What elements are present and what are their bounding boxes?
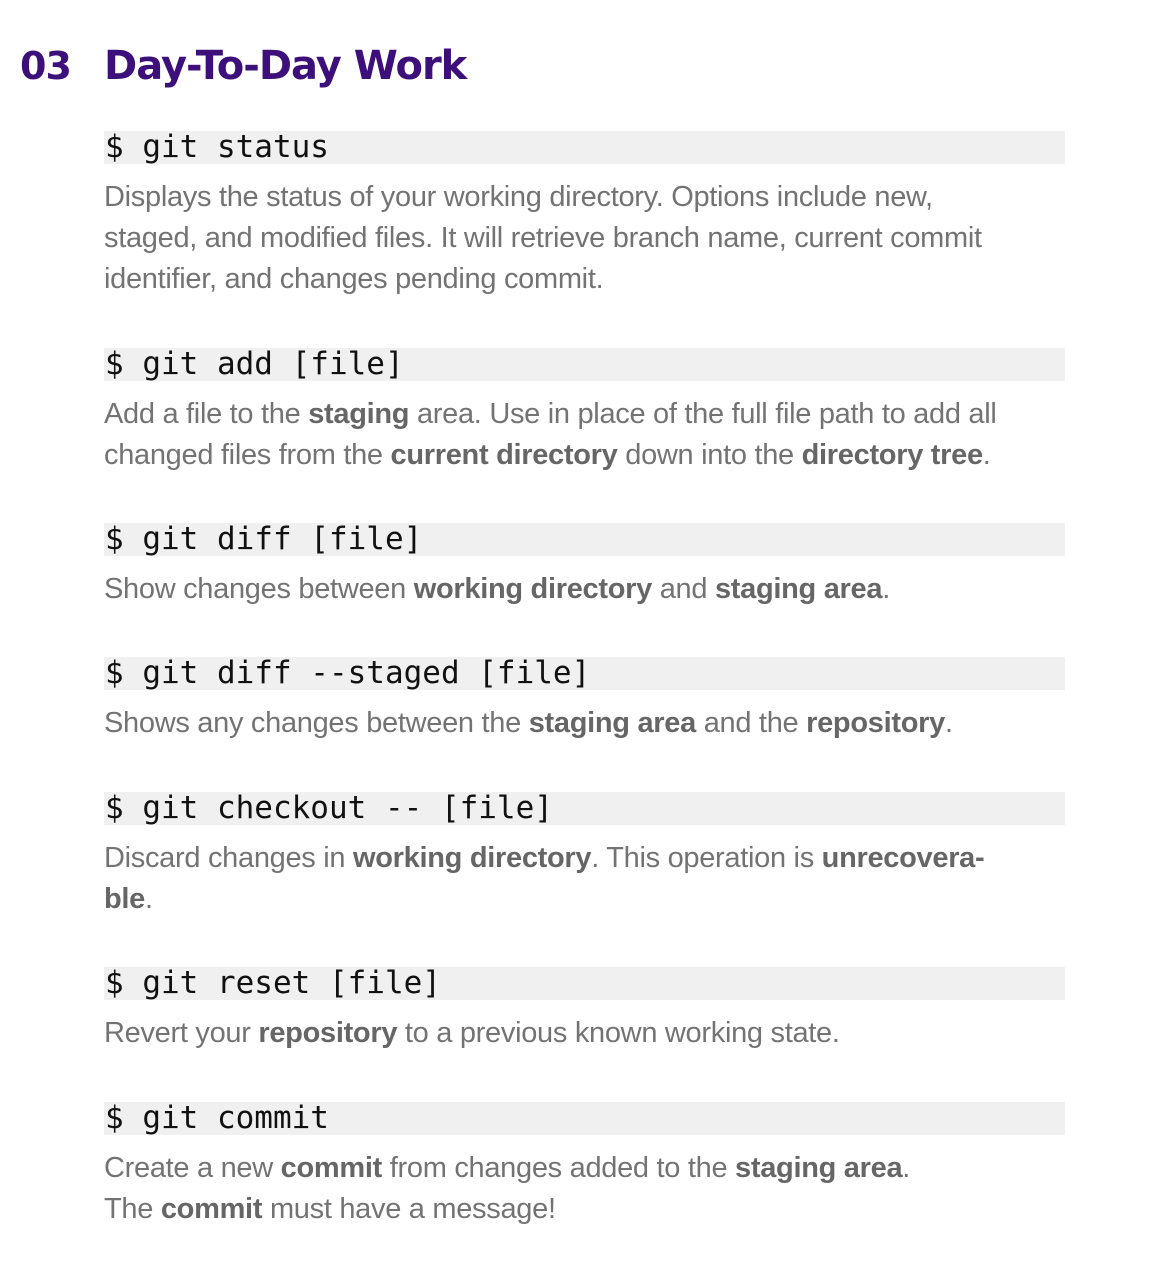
command-code-block (104, 348, 1065, 381)
bold-term: ble (104, 883, 145, 915)
command-description (104, 394, 1065, 476)
command-code-block (104, 523, 1065, 556)
text-run: . (982, 439, 991, 471)
bold-term: unrecovera- (821, 842, 985, 874)
bold-term: staging area (528, 707, 696, 739)
text-run: and the (695, 707, 807, 739)
command-text: $ git checkout -- [file] (105, 790, 553, 826)
command-text: $ git reset [file] (105, 965, 441, 1001)
text-run: Show changes between (104, 573, 414, 605)
text-run: Revert your (104, 1017, 259, 1049)
text-run: Shows any changes between the (104, 707, 529, 739)
text-run: from changes added to the (382, 1152, 736, 1184)
bold-term: staging area (714, 573, 883, 605)
description-line (104, 879, 1065, 920)
text-run: area. Use in place of the full file path to add all (409, 398, 997, 430)
bold-term: commit (280, 1152, 382, 1184)
text-run: Displays the status of your working directory. Options include new, (104, 181, 933, 213)
text-run: . (145, 883, 153, 915)
description-line (104, 703, 1065, 744)
command-code-block (104, 792, 1065, 825)
command-entry-git-checkout (104, 792, 1065, 920)
description-line (104, 838, 1065, 879)
command-description (104, 1148, 1065, 1230)
text-run: and (651, 573, 715, 605)
command-text: $ git diff [file] (105, 521, 423, 557)
text-run: The (104, 1193, 161, 1225)
section-number: 03 (20, 44, 71, 88)
description-line (104, 1013, 1065, 1054)
command-text: $ git status (105, 129, 329, 165)
text-run: must have a message! (262, 1193, 556, 1225)
description-line (104, 218, 1065, 259)
bold-term: working directory (353, 842, 592, 874)
bold-term: repository (806, 707, 945, 739)
description-line (104, 1148, 1065, 1189)
command-description (104, 1013, 1065, 1054)
bold-term: directory tree (801, 439, 983, 471)
command-code-block (104, 131, 1065, 164)
bold-term: current directory (390, 439, 618, 471)
text-run: . This operation is (591, 842, 822, 874)
text-run: Create a new (104, 1152, 281, 1184)
section-header (20, 36, 466, 96)
command-entry-git-diff (104, 523, 1065, 610)
command-code-block (104, 1102, 1065, 1135)
text-run: . (882, 573, 890, 605)
text-run: changed files from the (104, 439, 391, 471)
command-text: $ git add [file] (105, 346, 404, 382)
command-entry-git-status (104, 131, 1065, 300)
command-description (104, 838, 1065, 920)
text-run: Discard changes in (104, 842, 353, 874)
text-run: to a previous known working state. (397, 1017, 840, 1049)
command-text: $ git diff --staged [file] (105, 655, 591, 691)
command-entry-git-add (104, 348, 1065, 476)
command-description (104, 569, 1065, 610)
command-entry-git-reset (104, 967, 1065, 1054)
description-line (104, 569, 1065, 610)
text-run: identifier, and changes pending commit. (104, 263, 604, 295)
text-run: . (944, 707, 953, 739)
section-title: Day-To-Day Work (104, 43, 467, 89)
bold-term: staging (308, 398, 410, 430)
command-code-block (104, 967, 1065, 1000)
bold-term: commit (160, 1193, 263, 1225)
description-line (104, 435, 1065, 476)
command-text: $ git commit (105, 1100, 329, 1136)
text-run: Add a file to the (104, 398, 309, 430)
bold-term: working directory (413, 573, 652, 605)
description-line (104, 177, 1065, 218)
description-line (104, 394, 1065, 435)
bold-term: repository (258, 1017, 398, 1049)
bold-term: staging area (735, 1152, 903, 1184)
command-entry-git-commit (104, 1102, 1065, 1230)
command-entry-git-diff-staged (104, 657, 1065, 744)
description-line (104, 1189, 1065, 1230)
command-description (104, 703, 1065, 744)
command-code-block (104, 657, 1065, 690)
command-description (104, 177, 1065, 300)
description-line (104, 259, 1065, 300)
text-run: down into the (617, 439, 802, 471)
text-run: staged, and modified files. It will retrieve branch name, current commit (104, 222, 982, 254)
text-run: . (902, 1152, 911, 1184)
